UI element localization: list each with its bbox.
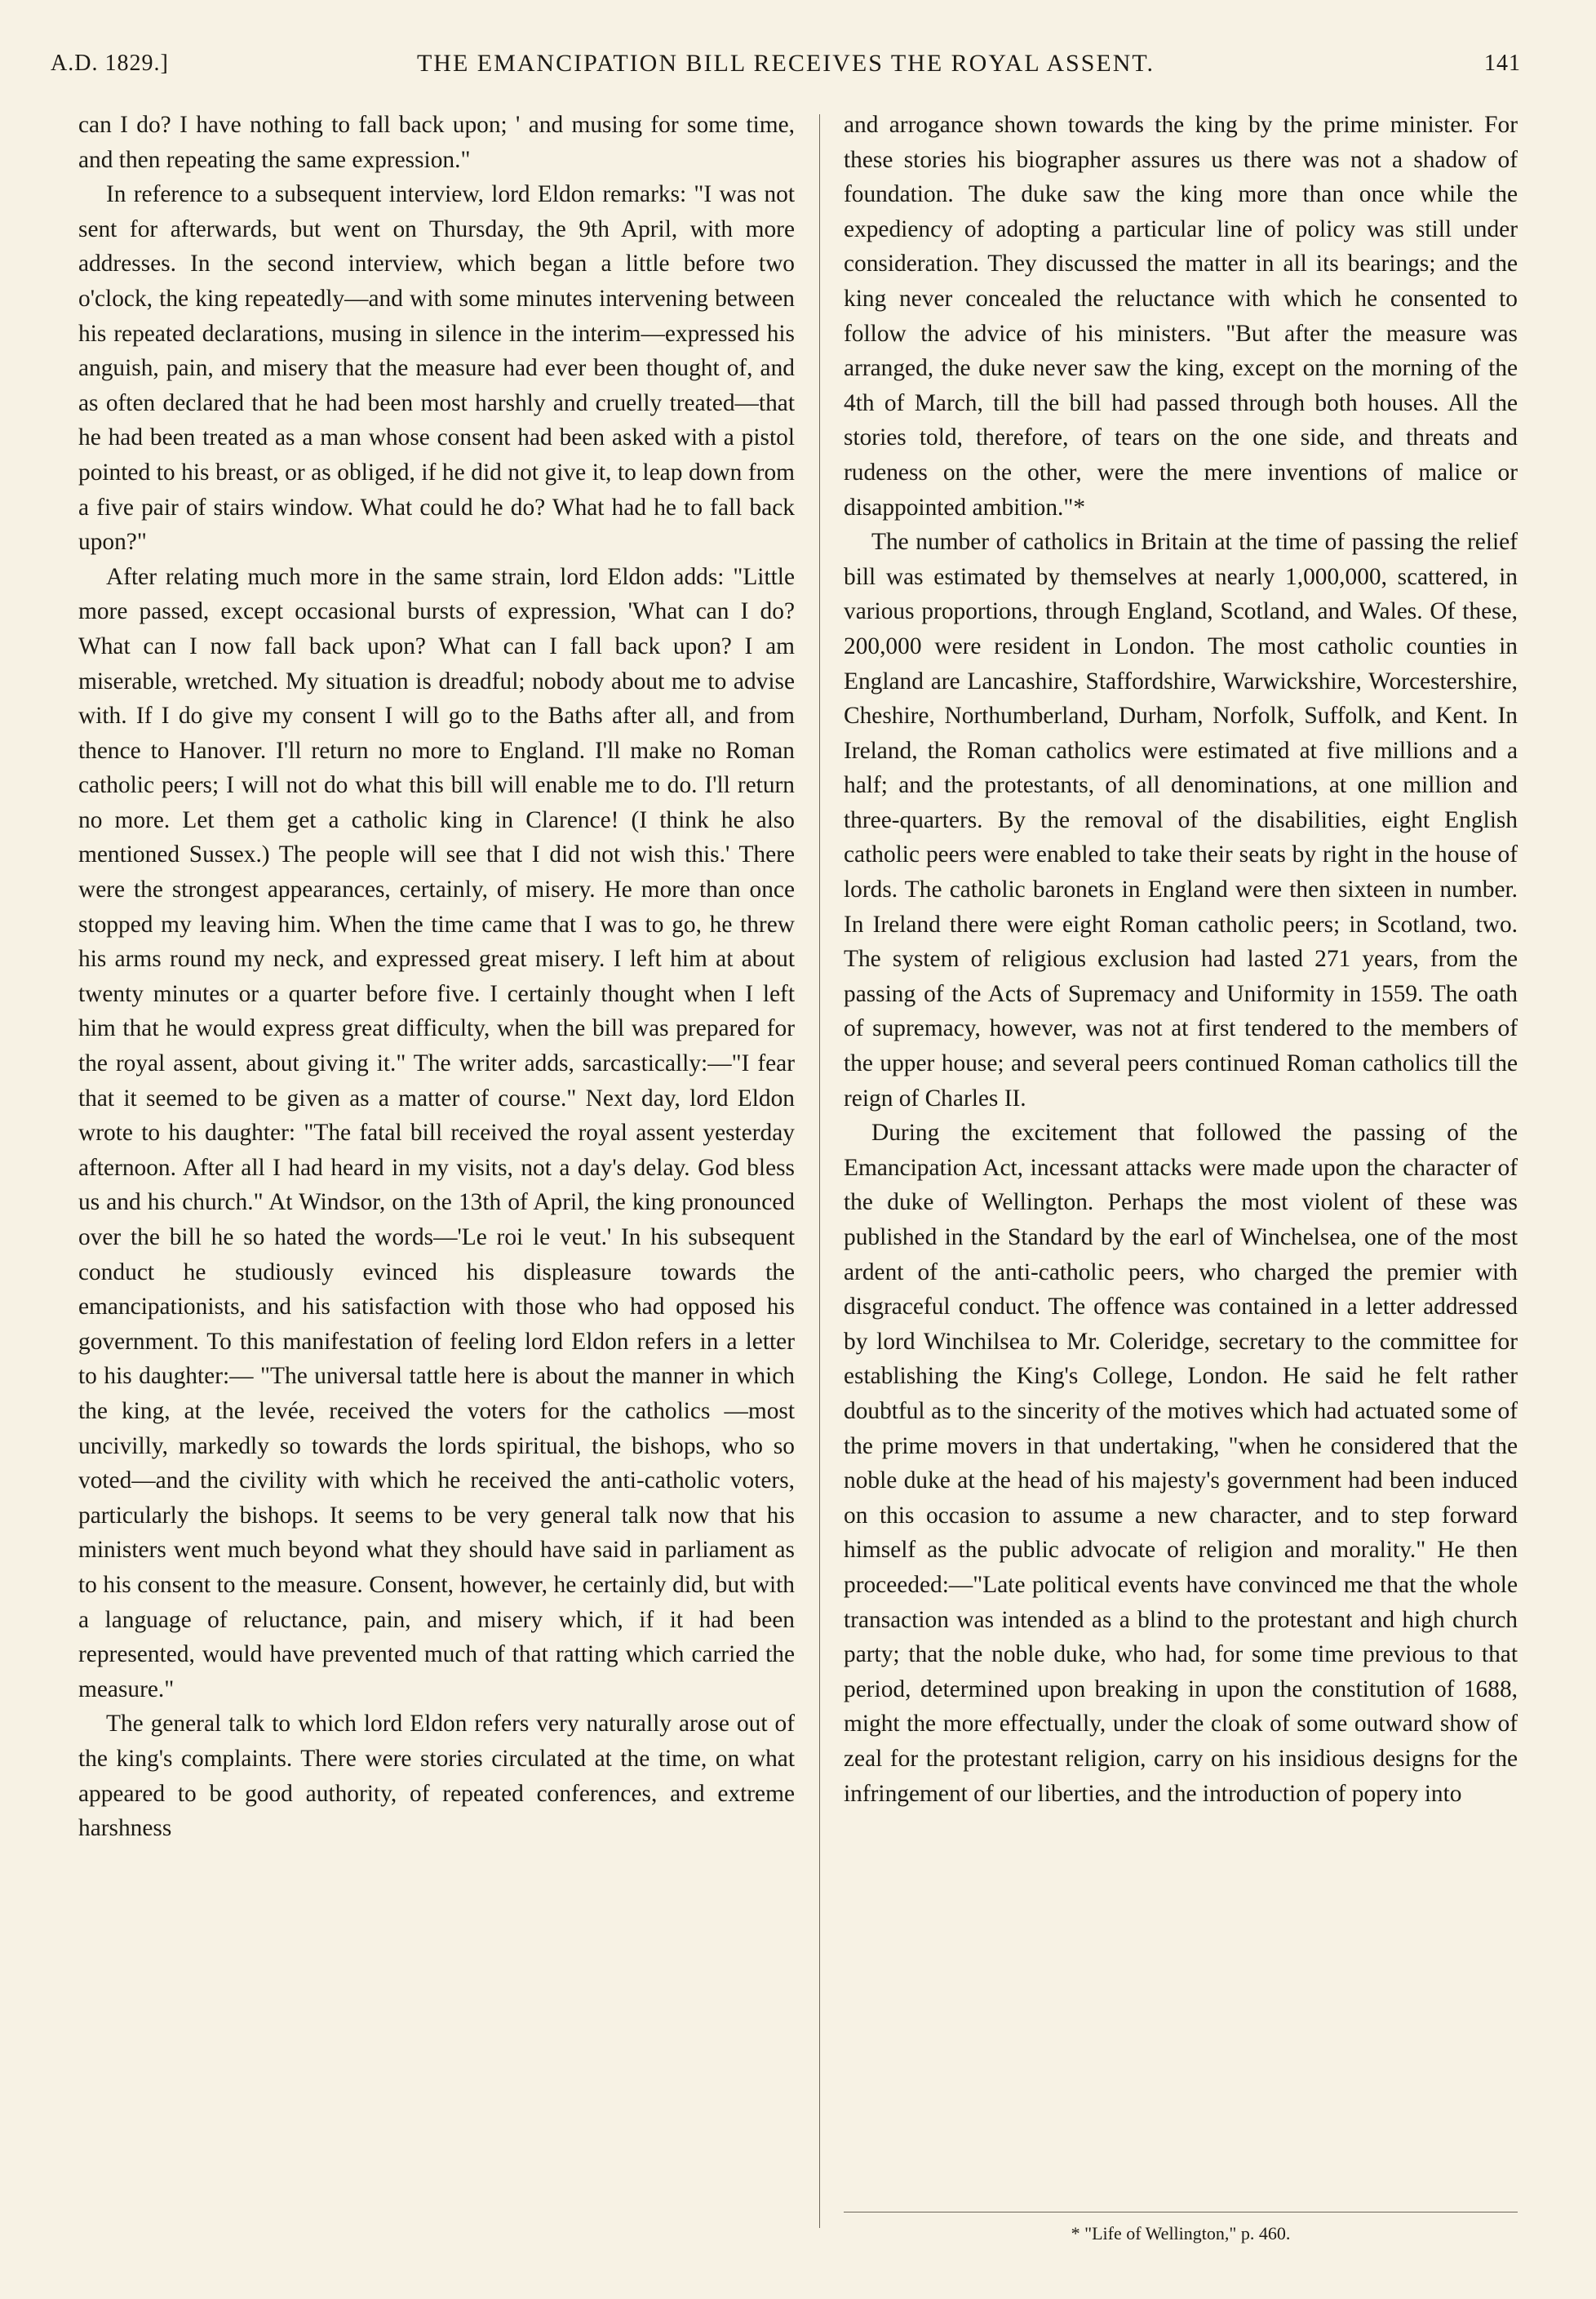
- column-divider: [819, 114, 820, 2228]
- left-paragraph-1: can I do? I have nothing to fall back upon; ' and musing for some time, and then repeating the same expression.": [78, 112, 795, 173]
- left-paragraph-3: After relating much more in the same strain, lord Eldon adds: "Little more passed, except occasional bursts of expression, 'What can I do? What can I now fall back upon? What can I fall back upon? I am miserable, wretched. My situation is dreadful; nobody about me to advise with. If I do give my consent I will go to the Baths after all, and from thence to Hanover. I'll return no more to England. I'll make no Roman catholic peers; I will not do what this bill will enable me to do. I'll return no more. Let them get a catholic king in Clarence! (I think he also mentioned Sussex.) The people will see that I did not wish this.' There were the strongest appearances, certainly, of misery. He more than once stopped my leaving him. When the time came that I was to go, he threw his arms round my neck, and expressed great misery. I left him at about twenty minutes or a quarter before five. I certainly thought when I left him that he would express great difficulty, when the bill was prepared for the royal assent, about giving it." The writer adds, sarcastically:—"I fear that it seemed to be given as a matter of course." Next day, lord Eldon wrote to his daughter: "The fatal bill received the royal assent yesterday afternoon. After all I had heard in my visits, not a day's delay. God bless us and his church." At Windsor, on the 13th of April, the king pronounced over the bill he so hated the words—'Le roi le veut.' In his subsequent conduct he studiously evinced his displeasure towards the emancipationists, and his satisfaction with those who had opposed his government. To this manifestation of feeling lord Eldon refers in a letter to his daughter:— "The universal tattle here is about the manner in which the king, at the levée, received the voters for the catholics —most uncivilly, markedly so towards the lords spiritual, the bishops, who so voted—and the civility with which he received the anti-catholic voters, particularly the bishops. It seems to be very general talk now that his ministers went much beyond what they should have said in parliament as to his consent to the measure. Consent, however, he certainly did, but with a language of reluctance, pain, and misery which, if it had been represented, would have prevented much of that ratting which carried the measure.": [78, 563, 795, 1702]
- running-head-title: THE EMANCIPATION BILL RECEIVES THE ROYAL ASSENT.: [416, 50, 1155, 77]
- left-paragraph-2: In reference to a subsequent interview, lord Eldon remarks: "I was not sent for afterwards, but went on Thursday, the 9th April, with more addresses. In the second interview, which began a little before two o'clock, the king repeatedly—and with some minutes intervening between his repeated declarations, musing in silence in the interim—expressed his anguish, pain, and misery that the measure had ever been thought of, and as often declared that he had been most harshly and cruelly treated—that he had been treated as a man whose consent had been asked with a pistol pointed to his breast, or as obliged, if he did not give it, to leap down from a five pair of stairs window. What could he do? What had he to fall back upon?": [78, 181, 795, 556]
- page-number: 141: [1484, 51, 1521, 76]
- right-column: [844, 108, 1518, 1811]
- left-paragraph-4: The general talk to which lord Eldon refers very naturally arose out of the king's complaints. There were stories circulated at the time, on what appeared to be good authority, of repeated conferences, and extreme harshness: [78, 1711, 795, 1842]
- running-head-date: A.D. 1829.]: [51, 51, 169, 76]
- right-paragraph-1: and arrogance shown towards the king by the prime minister. For these stories his biographer assures us there was not a shadow of foundation. The duke saw the king more than once while the expediency of adopting a particular line of policy was still under consideration. They discussed the matter in all its bearings; and the king never concealed the reluctance with which he consented to follow the advice of his ministers. "But after the measure was arranged, the duke never saw the king, except on the morning of the 4th of March, till the bill had passed through both houses. All the stories told, therefore, of tears on the one side, and threats and rudeness on the other, were the mere inventions of malice or disappointed ambition."*: [844, 112, 1518, 521]
- running-head: [51, 47, 1521, 80]
- footnote: * "Life of Wellington," p. 460.: [1071, 2223, 1291, 2244]
- left-column: [78, 108, 795, 1846]
- right-paragraph-3: During the excitement that followed the passing of the Emancipation Act, incessant attacks were made upon the character of the duke of Wellington. Perhaps the most violent of these was published in the Standard by the earl of Winchelsea, one of the most ardent of the anti-catholic peers, who charged the premier with disgraceful conduct. The offence was contained in a letter addressed by lord Winchilsea to Mr. Coleridge, secretary to the committee for establishing the King's College, London. He said he felt rather doubtful as to the sincerity of the motives which had actuated some of the prime movers in that undertaking, "when he considered that the noble duke at the head of his majesty's government had been induced on this occasion to assume a new character, and to step forward himself as the public advocate of religion and morality." He then proceeded:—"Late political events have convinced me that the whole transaction was intended as a blind to the protestant and high church party; that the noble duke, who had, for some time previous to that period, determined upon breaking in upon the constitution of 1688, might the more effectually, under the cloak of some outward show of zeal for the protestant religion, carry on his insidious designs for the infringement of our liberties, and the introduction of popery into: [844, 1120, 1518, 1807]
- right-paragraph-2: The number of catholics in Britain at the time of passing the relief bill was estimated by themselves at nearly 1,000,000, scattered, in various proportions, through England, Scotland, and Wales. Of these, 200,000 were resident in London. The most catholic counties in England are Lancashire, Staffordshire, Warwickshire, Worcestershire, Cheshire, Northumberland, Durham, Norfolk, Suffolk, and Kent. In Ireland, the Roman catholics were estimated at five millions and a half; and the protestants, of all denominations, at one million and three-quarters. By the removal of the disabilities, eight English catholic peers were enabled to take their seats by right in the house of lords. The catholic baronets in England were then sixteen in number. In Ireland there were eight Roman catholic peers; in Scotland, two. The system of religious exclusion had lasted 271 years, from the passing of the Acts of Supremacy and Uniformity in 1559. The oath of supremacy, however, was not at first tendered to the members of the upper house; and several peers continued Roman catholics till the reign of Charles II.: [844, 529, 1518, 1112]
